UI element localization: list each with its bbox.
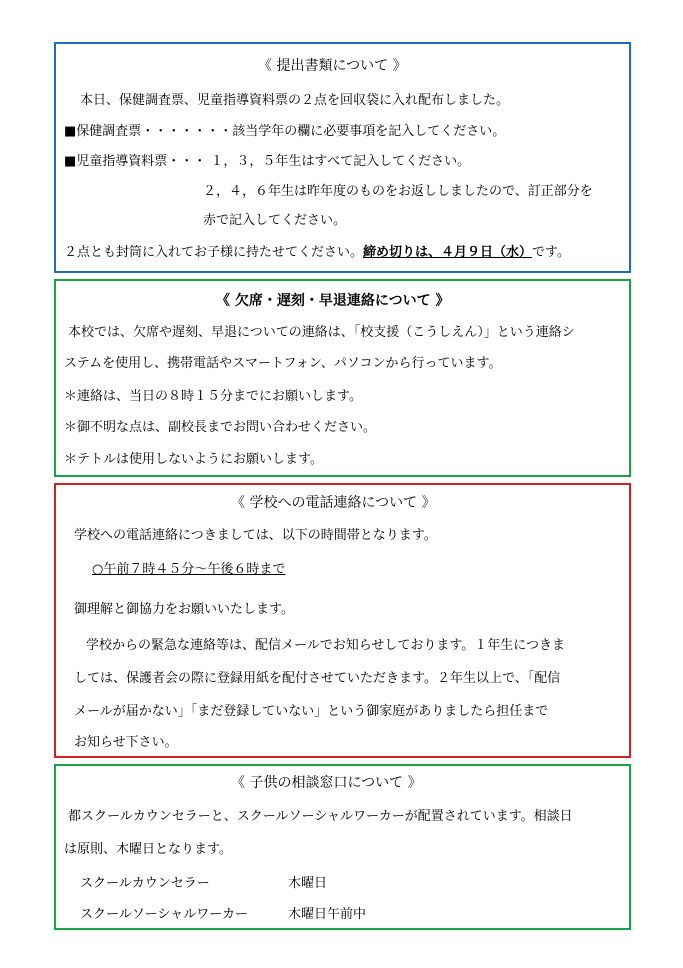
guidance-form-continuation: ２，４，６年生は昨年度のものをお返ししましたので、訂正部分を: [203, 184, 593, 199]
paragraph: ステムを使用し、携帯電話やスマートフォン、パソコンから行っています。: [64, 356, 502, 371]
paragraph: 御理解と御協力をお願いいたします。: [74, 602, 294, 617]
paragraph: は原則、木曜日となります。: [64, 842, 232, 857]
paragraph: 都スクールカウンセラーと、スクールソーシャルワーカーが配置されています。相談日: [68, 809, 573, 824]
deadline-date: 締め切りは、４月９日（水）: [363, 245, 533, 260]
paragraph: 学校への電話連絡につきましては、以下の時間帯となります。: [74, 528, 437, 543]
section-title: 《 子供の相談窓口について 》: [231, 775, 422, 791]
bullet-item: ＊御不明な点は、副校長までお問い合わせください。: [64, 420, 377, 435]
section-consultation: [54, 764, 631, 930]
phone-hours: ○午前７時４５分～午後６時まで: [92, 562, 286, 577]
paragraph: しては、保護者会の際に登録用紙を配付させていただきます。２年生以上で、「配信: [74, 671, 561, 686]
section-submission-documents: [54, 42, 631, 273]
bullet-item: ＊テトルは使用しないようにお願いします。: [64, 452, 323, 467]
health-form-item: ■保健調査票・・・・・・・該当学年の欄に必要事項を記入してください。: [64, 124, 506, 139]
section-title: 《 学校への電話連絡について 》: [231, 495, 436, 511]
paragraph: 本校では、欠席や遅刻、早退についての連絡は、「校支援（こうしえん）」という連絡シ: [68, 325, 575, 340]
section-title: 《 提出書類について 》: [258, 58, 407, 74]
deadline-note-text: ２点とも封筒に入れてお子様に持たせてください。: [64, 245, 364, 260]
guidance-form-item: ■児童指導資料票・・・ １，３，５年生はすべて記入してください。: [64, 154, 471, 169]
social-worker-role: スクールソーシャルワーカー: [80, 907, 248, 922]
counselor-day: 木曜日: [288, 876, 328, 891]
paragraph: メールが届かない」「まだ登録していない」という御家庭がありましたら担任まで: [74, 704, 549, 719]
bullet-item: ＊連絡は、当日の８時１５分までにお願いします。: [64, 389, 362, 404]
intro-text: 本日、保健調査票、児童指導資料票の２点を回収袋に入れ配布しました。: [80, 93, 510, 108]
paragraph: 学校からの緊急な連絡等は、配信メールでお知らせしております。１年生につきま: [86, 638, 566, 653]
guidance-form-continuation: 赤で記入してください。: [203, 213, 347, 228]
section-phone-contact: [54, 483, 631, 758]
social-worker-day: 木曜日午前中: [288, 907, 367, 922]
deadline-note: [64, 245, 570, 261]
section-absence-contact: [54, 279, 631, 477]
paragraph: お知らせ下さい。: [74, 735, 178, 750]
counselor-role: スクールカウンセラー: [80, 876, 210, 891]
section-title: 《 欠席・遅刻・早退連絡について 》: [216, 293, 450, 309]
deadline-note-end: です。: [532, 245, 570, 260]
